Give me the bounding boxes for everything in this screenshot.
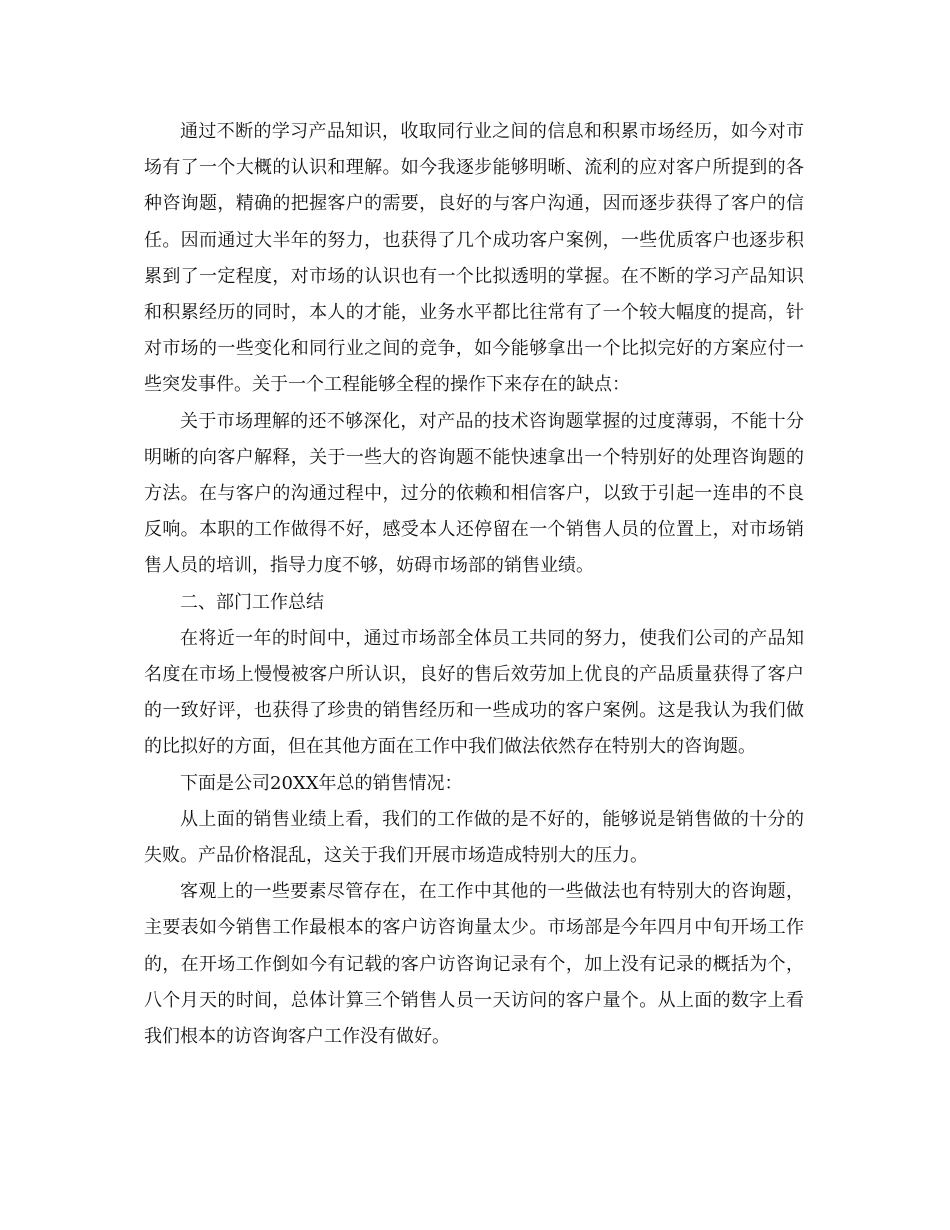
paragraph-department-achievements: 在将近一年的时间中，通过市场部全体员工共同的努力，使我们公司的产品知名度在市场上慢慢被客户所认识，良好的售后效劳加上优良的产品质量获得了客户的一致好评，也获得了珍贵的销售经历和一些成功的客户案例。这是我认为我们做的比拟好的方面，但在其他方面在工作中我们做法依然存在特别大的咨询题。	[144, 627, 804, 758]
document-page	[144, 114, 804, 1055]
paragraph-customer-visits: 客观上的一些要素尽管存在，在工作中其他的一些做法也有特别大的咨询题，主要表如今销售工作最根本的客户访咨询量太少。市场部是今年四月中旬开场工作的，在开场工作倒如今有记载的客户访咨询记录有个，加上没有记录的概括为个，八个月天的时间，总体计算三个销售人员一天访问的客户量个。从上面的数字上看我们根本的访咨询客户工作没有做好。	[144, 881, 804, 1048]
paragraph-product-knowledge: 通过不断的学习产品知识，收取同行业之间的信息和积累市场经历，如今对市场有了一个大概的认识和理解。如今我逐步能够明晰、流利的应对客户所提到的各种咨询题，精确的把握客户的需要，良好的与客户沟通，因而逐步获得了客户的信任。因而通过大半年的努力，也获得了几个成功客户案例，一些优质客户也逐步积累到了一定程度，对市场的认识也有一个比拟透明的掌握。在不断的学习产品知识和积累经历的同时，本人的才能，业务水平都比往常有了一个较大幅度的提高，针对市场的一些变化和同行业之间的竞争，如今能够拿出一个比拟完好的方案应付一些突发事件。关于一个工程能够全程的操作下来存在的缺点：	[144, 121, 804, 396]
paragraph-sales-situation-intro: 下面是公司20XX年总的销售情况：	[180, 772, 463, 794]
paragraph-sales-performance: 从上面的销售业绩上看，我们的工作做的是不好的，能够说是销售做的十分的失败。产品价格混乱，这关于我们开展市场造成特别大的压力。	[144, 808, 804, 867]
paragraph-shortcomings: 关于市场理解的还不够深化，对产品的技术咨询题掌握的过度薄弱，不能十分明晰的向客户解释，关于一些大的咨询题不能快速拿出一个特别好的处理咨询题的方法。在与客户的沟通过程中，过分的依赖和相信客户，以致于引起一连串的不良反响。本职的工作做得不好，感受本人还停留在一个销售人员的位置上，对市场销售人员的培训，指导力度不够，妨碍市场部的销售业绩。	[144, 410, 804, 577]
section-heading-department-summary: 二、部门工作总结	[180, 591, 324, 613]
